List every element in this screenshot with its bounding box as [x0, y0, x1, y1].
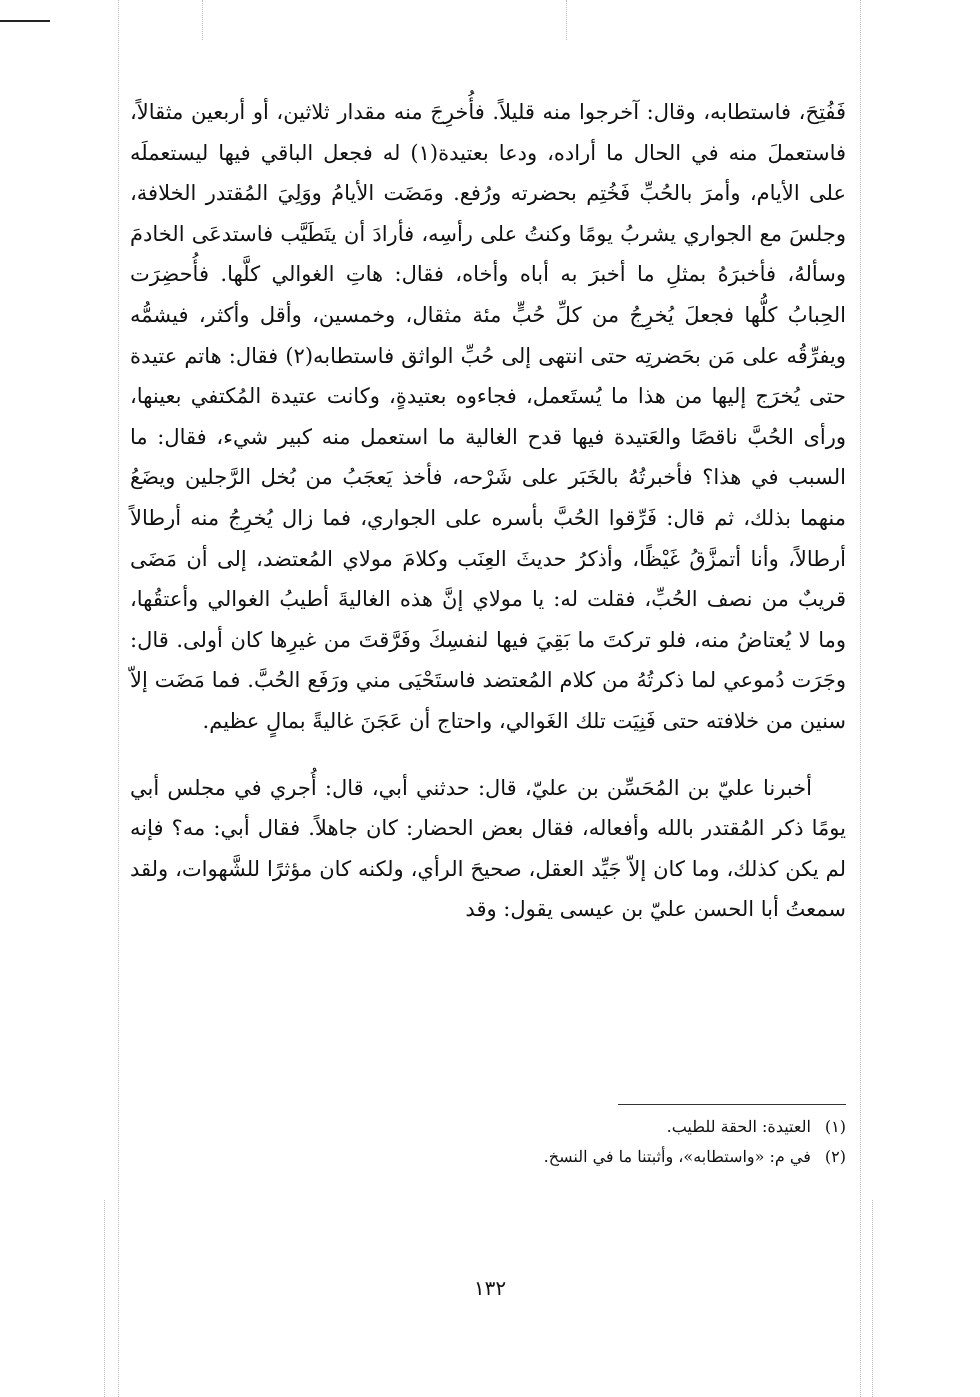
scan-dotted-line	[118, 0, 119, 1397]
footnote-1	[146, 1112, 846, 1142]
scan-dotted-line	[202, 0, 203, 40]
scan-dotted-line	[566, 0, 567, 40]
scan-dotted-line	[860, 0, 861, 1397]
footnote-number: (٢)	[824, 1147, 846, 1166]
footnote-separator	[618, 1104, 846, 1105]
scan-edge-mark	[0, 20, 50, 22]
scan-dotted-line	[104, 1200, 105, 1397]
footnote-number: (١)	[824, 1117, 846, 1136]
footnote-2	[146, 1142, 846, 1172]
scan-dotted-line	[872, 1200, 873, 1397]
footnotes	[146, 1112, 846, 1172]
page-number: ١٣٢	[473, 1276, 507, 1300]
page-body	[130, 92, 846, 930]
footnote-text: في م: «واستطابه»، وأثبتنا ما في النسخ.	[543, 1147, 811, 1166]
body-paragraph-2: أخبرنا عليّ بن المُحَسِّن بن عليّ، قال: حدثني أبي، قال: أُجري في مجلس أبي يومًا ذكر المُقتدر بالله وأفعاله، فقال بعض الحضار: كان جاهلاً. فقال أبي: مه؟ فإنه لم يكن كذلك، وما كان إلاّ جَيِّد العقل، صحيحَ الرأي، ولكنه كان مؤثرًا للشَّهوات، ولقد سمعتُ أبا الحسن عليّ بن عيسى يقول: وقد	[130, 775, 846, 922]
footnote-text: العتيدة: الحقة للطيب.	[666, 1117, 811, 1136]
body-paragraph-1: فَفُتِحَ، فاستطابه، وقال: آخرجوا منه قليلاً. فأُخرِجَ منه مقدار ثلاثين، أو أربعين مثقالاً، فاستعملَ منه في الحال ما أراده، ودعا بعتيدة(١) له فجعل الباقي فيها ليستعملَه على الأيام، وأمرَ بالحُبِّ فَخُتِم بحضرته ورُفع. ومَضَت الأيامُ ووَلِيَ المُقتدر الخلافة، وجلسَ مع الجواري يشربُ يومًا وكنتُ على رأسِه، فأرادَ أن يتَطَيَّب فاستدعَى الخادمَ وسألهُ، فأخبرَهُ بمثلِ ما أخبرَ به أباه وأخاه، فقال: هاتِ الغوالي كلَّها. فأُحضِرَت الحِبابُ كلُّها فجعلَ يُخرِجُ من كلِّ حُبٍّ مئة مثقال، وخمسين، وأقل وأكثر، فيشمُّه ويفرِّقُه على مَن بحَضرتِه حتى انتهى إلى حُبِّ الواثق فاستطابه(٢) فقال: هاتم عتيدة حتى يُخرَج إليها من هذا ما يُستَعمل، فجاءوه بعتيدةٍ، وكانت عتيدة المُكتفي بعينها، ورأى الحُبَّ ناقصًا والعَتيدة فيها قدح الغالية ما استعمل منه كبير شيء، فقال: ما السبب في هذا؟ فأخبرتُهُ بالخَبَر على شَرْحه، فأخذ يَعجَبُ من بُخل الرَّجلين ويضَعُ منهما بذلك، ثم قال: فَرِّقوا الحُبَّ بأسره على الجواري، فما زال يُخرِجُ منه أرطالاً أرطالاً، وأنا أتمزَّقُ غَيْظًا، وأذكرُ حديثَ العِنَب وكلامَ مولاي المُعتضد، إلى أن مَضَى قريبٌ من نصف الحُبِّ، فقلت له: يا مولاي إنَّ هذه الغاليةَ أطيبُ الغوالي وأعتقُها، وما لا يُعتاضُ منه، فلو تركتَ ما بَقِيَ فيها لنفسِكَ وفَرَّقتَ من غيرِها كان أولى. قال: وجَرَت دُموعي لما ذكرتُهُ من كلام المُعتضد فاستَحْيَى مني ورَفَع الحُبَّ. فما مَضَت إلاّ سنين من خلافته حتى فَنِيَت تلك الغَوالي، واحتاج أن عَجَنَ غاليةً بمالٍ عظيم.	[130, 100, 847, 733]
